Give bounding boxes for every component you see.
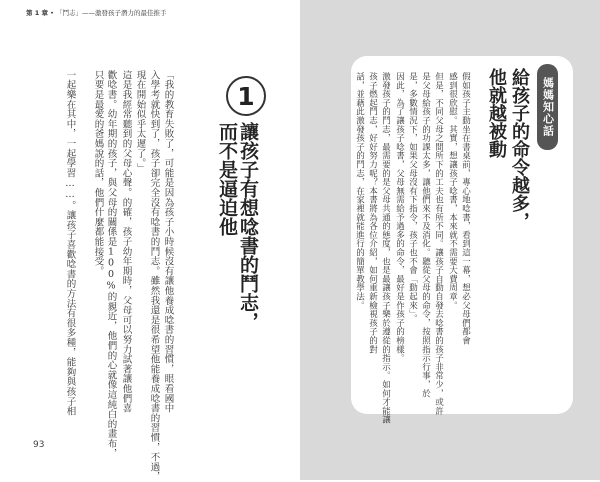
left-page [0,0,300,480]
card-title-line: 給孩子的命令越多， [509,68,530,230]
card-body-column: 激發孩子的鬥志，最需要的是父母共通的態度，也是最讓孩子樂於遵從的指示。如何才能讓 [380,72,391,424]
body-column: 「我的教育失敗了，可能是因為孩子小時候沒有讓他養成唸書的習慣，眼看國中 [162,70,174,413]
chapter-title-line: 讓孩子有想唸書的鬥志， [237,122,259,331]
chapter-number-circle [226,76,266,116]
body-column: 現在開始似乎太遲了。」 [134,70,146,174]
card-body-column: 話，並藉此激發孩子的鬥志，在家裡就能進行的簡單教學法。 [354,72,365,310]
page-number: 93 [33,440,45,450]
card-body-column: 孩子燃起鬥志，好好努力呢？本書將為各位介紹，如何重新檢視孩子的對 [367,72,378,354]
card-body-column: 但是，不同父母之間所下的工夫也有所不同。讓孩子自動自發去唸書的孩子非常少，或許 [433,72,444,416]
chapter-separator-icon: • [50,9,57,17]
running-header [26,8,167,17]
card-body-column: 是，多數情況下，如果父母沒有下指令，孩子也不會「動起來」。 [407,72,418,323]
card-body-column: 感到很欣慰。其實，想讓孩子唸書，本來就不需要大費周章。 [447,72,458,310]
chapter-subtitle: 「鬥志」——激發孩子潛力的最佳推手 [56,9,167,17]
body-column: 入學考就快到了，孩子卻完全沒有唸書的鬥志。雖然我還是很希望他能養成唸書的習慣，不過， [148,70,160,482]
body-column: 這是我經常聽到的父母心聲。的確，孩子幼年期時，父母可以努力試著讓他們喜 [120,70,132,413]
tip-badge: 媽媽知心話 [537,64,558,150]
card-body-column: 是父母給孩子的功課太多，讓他們來不及消化。聽從父母的命令，按照指示行事，於 [420,72,431,398]
card-body-column: 因此，為了讓孩子唸書，父母無需給予過多的命令，最好是作孩子的榜樣。 [394,72,405,363]
card-title-line: 他就越被動 [486,68,507,158]
body-column: 只要是最愛的爸媽說的話，他們什麼都能接受。 [92,70,104,276]
chapter-title-line: 而不是逼迫他 [216,122,238,236]
body-column: 一起樂在其中，一起學習……。讓孩子喜歡唸書的方法有很多種，能夠與孩子相 [64,70,76,416]
body-column: 歡唸書。幼年期的孩子，與父母的關係是100%的親近，他們的心就像這純白的畫布， [105,70,117,459]
chapter-number: 1 [237,81,255,111]
card-body-column: 假如孩子主動坐在書桌前，專心地唸書，看到這一幕，想必父母們都會 [460,72,471,345]
chapter-label: 第 1 章 [26,9,49,17]
